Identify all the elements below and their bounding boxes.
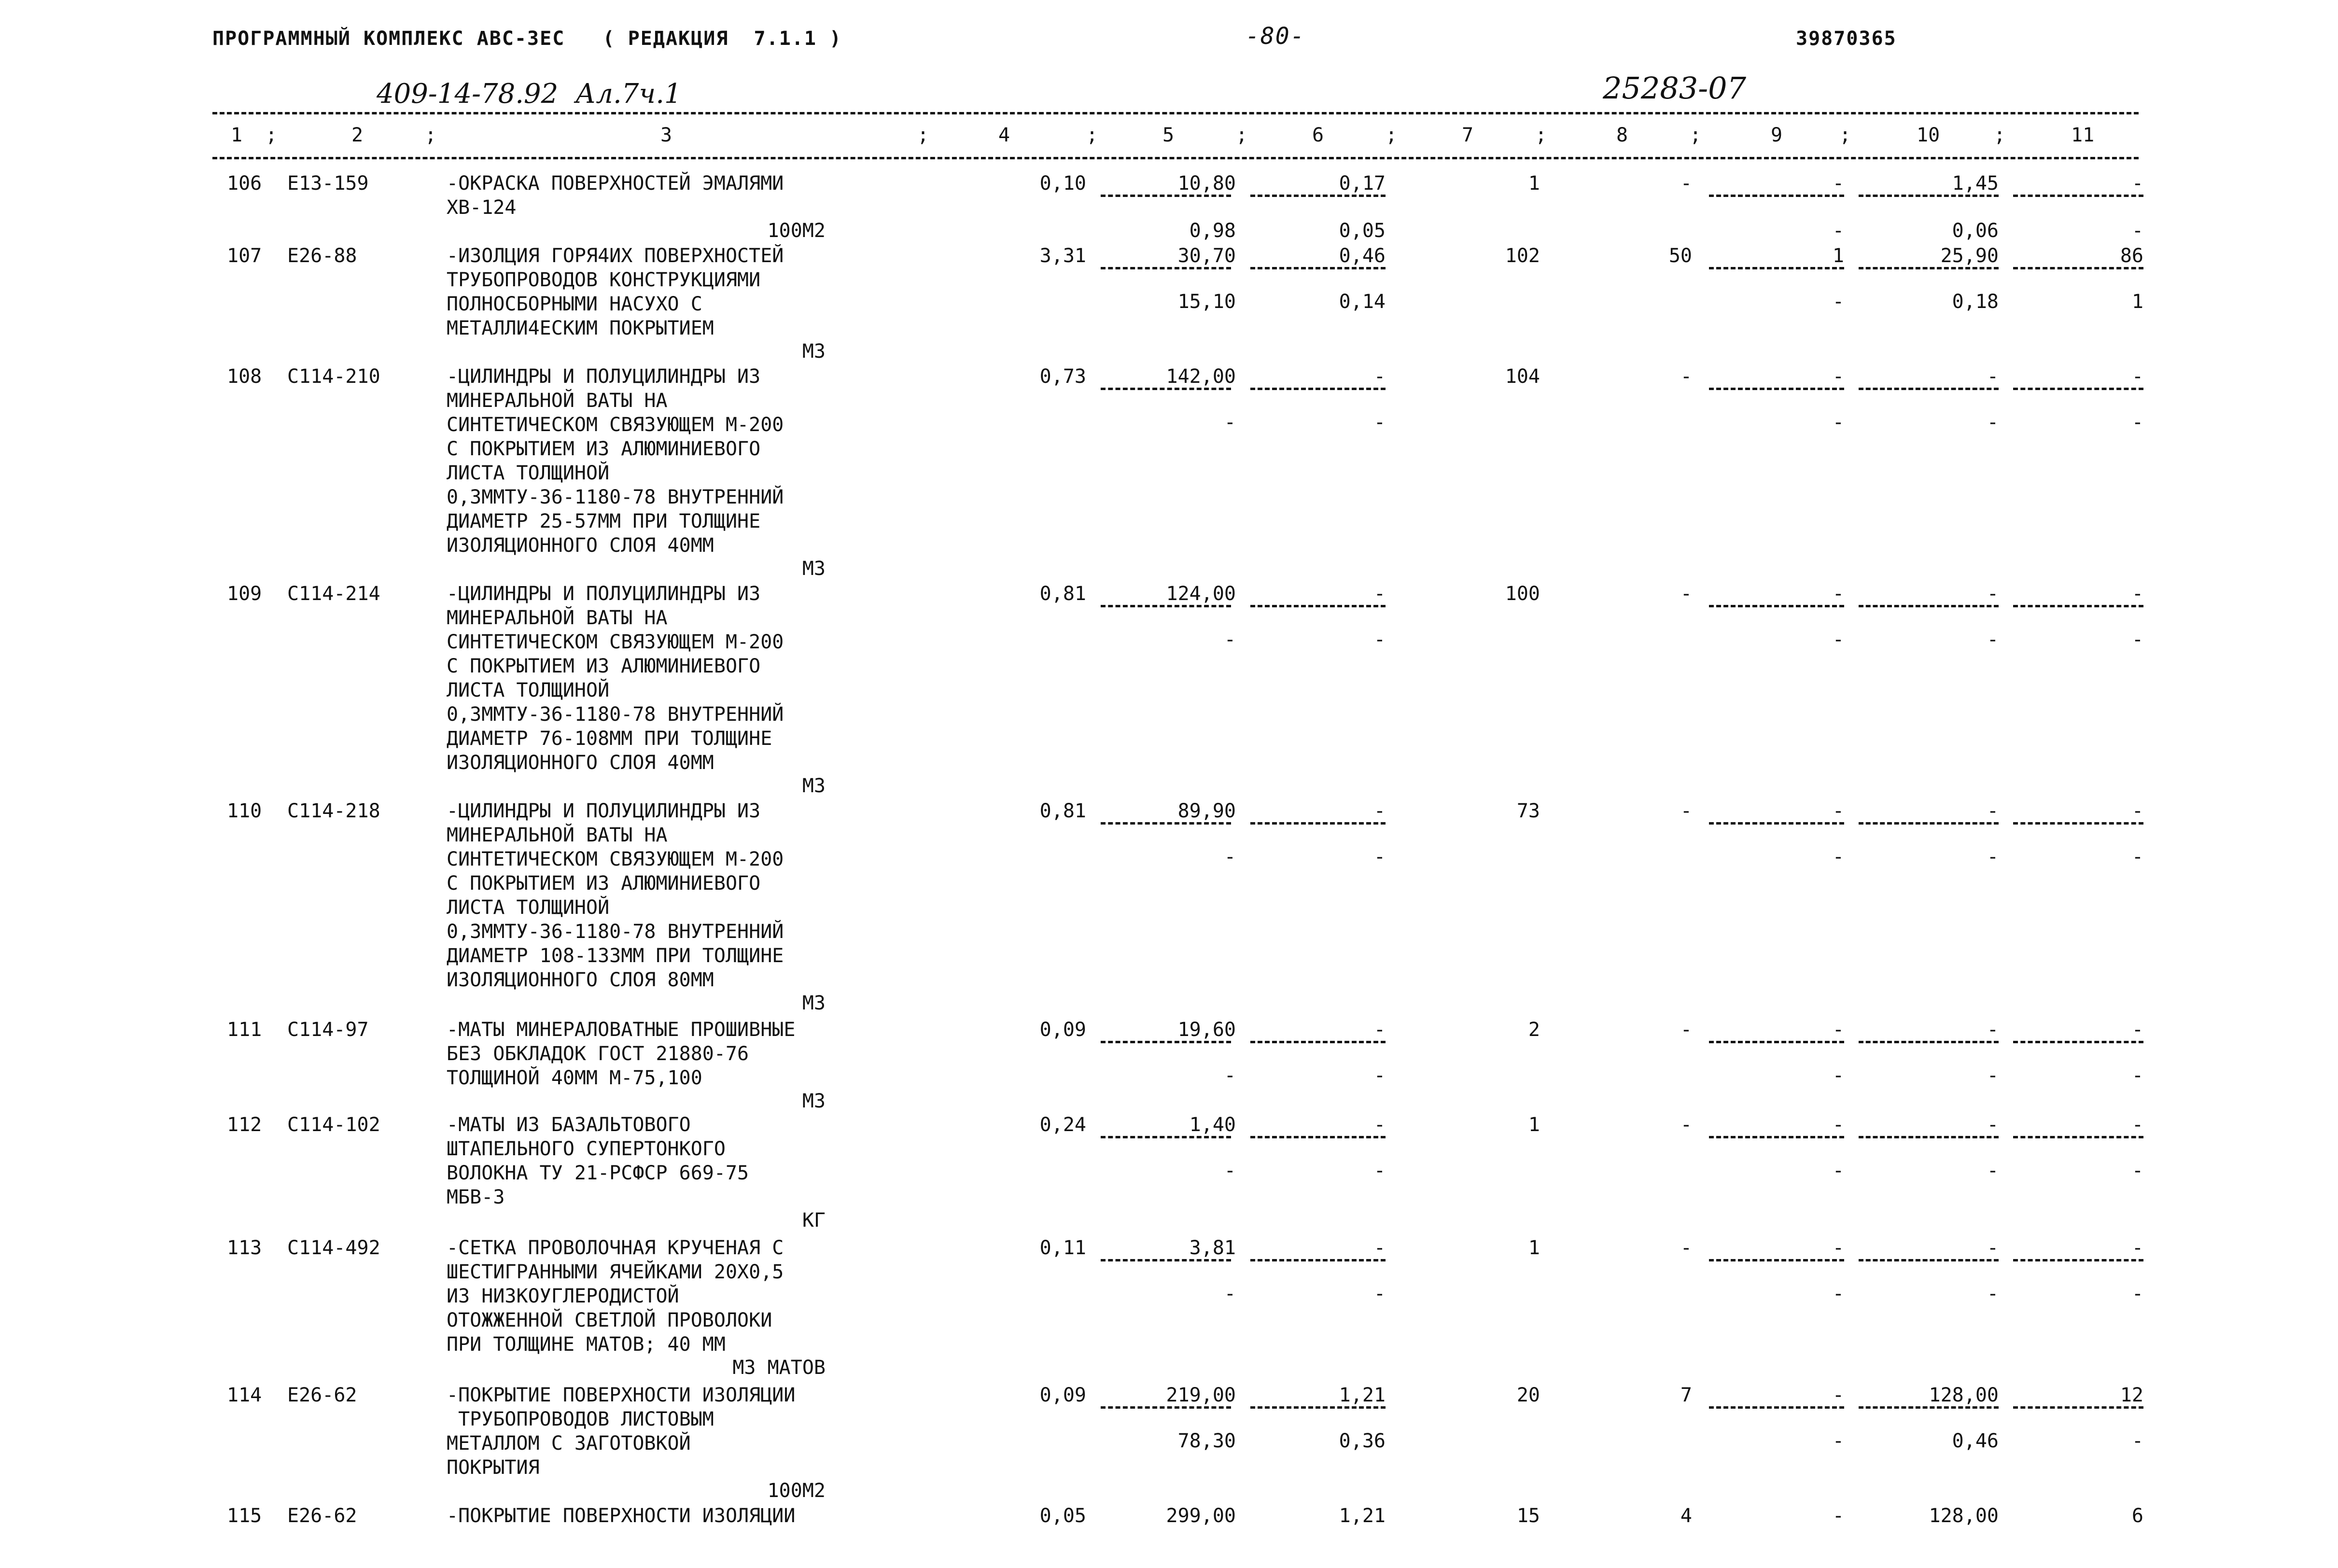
value-col6: 1,21 — [1339, 1505, 1386, 1527]
value-col9-sub: - — [1832, 1160, 1844, 1182]
value-col6: - — [1373, 1237, 1386, 1259]
underline-col10 — [1859, 1406, 1999, 1409]
row-description-line: -ЦИЛИНДРЫ И ПОЛУЦИЛИНДРЫ ИЗ — [447, 583, 761, 605]
row-description-line: ПОЛНОСБОРНЫМИ НАСУХО С — [447, 293, 702, 315]
value-col9: - — [1832, 1237, 1844, 1259]
underline-col11 — [2013, 822, 2143, 825]
value-col5-sub: 78,30 — [1177, 1430, 1236, 1452]
column-header-7: 7 — [1461, 124, 1474, 146]
underline-col5 — [1101, 267, 1231, 269]
row-description-line: ВОЛОКНА ТУ 21-РСФСР 669-75 — [447, 1162, 749, 1184]
underline-col9 — [1709, 1136, 1844, 1138]
row-description-line: МЕТАЛЛОМ С ЗАГОТОВКОЙ — [447, 1432, 691, 1455]
value-col6-sub: 0,14 — [1339, 291, 1386, 313]
value-col6-sub: - — [1373, 1064, 1386, 1087]
value-col6: 0,17 — [1339, 172, 1386, 195]
value-col10-sub: 0,06 — [1952, 220, 1999, 242]
column-header-5: 5 — [1162, 124, 1175, 146]
row-number: 108 — [227, 365, 262, 388]
value-col5: 19,60 — [1177, 1019, 1236, 1041]
underline-col9 — [1709, 1259, 1844, 1261]
value-col10: - — [1987, 583, 1999, 605]
row-description-line: БЕЗ ОБКЛАДОК ГОСТ 21880-76 — [447, 1043, 749, 1065]
row-unit: 100М2 — [767, 1480, 826, 1502]
value-col6-sub: - — [1373, 1283, 1386, 1305]
value-col10: 128,00 — [1929, 1384, 1999, 1406]
value-col10: - — [1987, 1019, 1999, 1041]
underline-col11 — [2013, 1259, 2143, 1261]
underline-col10 — [1859, 267, 1999, 269]
row-description-line: ТОЛЩИНОЙ 40ММ М-75,100 — [447, 1067, 702, 1089]
value-col6: - — [1373, 1019, 1386, 1041]
value-col9-sub: - — [1832, 846, 1844, 868]
row-description-line: ОТОЖЖЕННОЙ СВЕТЛОЙ ПРОВОЛОКИ — [447, 1309, 772, 1331]
value-col11-sub: - — [2131, 1430, 2143, 1452]
underline-col11 — [2013, 1136, 2143, 1138]
row-code: Е26-62 — [287, 1505, 357, 1527]
row-description-line: ШТАПЕЛЬНОГО СУПЕРТОНКОГО — [447, 1138, 726, 1160]
document-code: 39870365 — [1796, 28, 1897, 50]
value-col10: 128,00 — [1929, 1505, 1999, 1527]
value-col5-sub: 0,98 — [1189, 220, 1236, 242]
value-col11-sub: - — [2131, 1283, 2143, 1305]
row-code: С114-210 — [287, 365, 380, 388]
row-description-line: -ЦИЛИНДРЫ И ПОЛУЦИЛИНДРЫ ИЗ — [447, 800, 761, 822]
program-title: ПРОГРАММНЫЙ КОМПЛЕКС АВС-3ЕС ( РЕДАКЦИЯ 7.1.1 ) — [212, 28, 842, 50]
value-col4: 0,24 — [1039, 1114, 1086, 1136]
value-col6: - — [1373, 583, 1386, 605]
underline-col11 — [2013, 605, 2143, 607]
row-description-line: 0,3ММТУ-36-1180-78 ВНУТРЕННИЙ — [447, 921, 784, 943]
handwritten-project-number: 409-14-78.92 Ал.7ч.1 — [377, 78, 682, 110]
column-header-2: 2 — [351, 124, 364, 146]
value-col5-sub: - — [1224, 1064, 1236, 1087]
value-col6-sub: 0,05 — [1339, 220, 1386, 242]
value-col5: 124,00 — [1166, 583, 1236, 605]
underline-col5 — [1101, 605, 1231, 607]
value-col8: 7 — [1680, 1384, 1692, 1406]
column-header-10: 10 — [1917, 124, 1940, 146]
row-code: Е26-88 — [287, 245, 357, 267]
value-col10: - — [1987, 365, 1999, 388]
underline-col6 — [1250, 605, 1386, 607]
value-col6-sub: - — [1373, 846, 1386, 868]
value-col5-sub: - — [1224, 1283, 1236, 1305]
underline-col10 — [1859, 1259, 1999, 1261]
value-col11: - — [2131, 583, 2143, 605]
row-description-line: ДИАМЕТР 76-108ММ ПРИ ТОЛЩИНЕ — [447, 728, 772, 750]
value-col4: 0,09 — [1039, 1019, 1086, 1041]
value-col10: 1,45 — [1952, 172, 1999, 195]
value-col4: 0,10 — [1039, 172, 1086, 195]
row-code: С114-218 — [287, 800, 380, 822]
value-col4: 0,05 — [1039, 1505, 1086, 1527]
row-unit: М3 — [802, 340, 826, 363]
value-col5-sub: 15,10 — [1177, 291, 1236, 313]
column-header-11: 11 — [2071, 124, 2095, 146]
value-col8: - — [1680, 800, 1692, 822]
value-col9: - — [1832, 1019, 1844, 1041]
value-col9-sub: - — [1832, 1064, 1844, 1087]
value-col6: - — [1373, 365, 1386, 388]
underline-col6 — [1250, 1041, 1386, 1043]
row-description-line: МИНЕРАЛЬНОЙ ВАТЫ НА — [447, 824, 668, 846]
row-description-line: ХВ-124 — [447, 196, 517, 219]
column-separator: ; — [1994, 124, 2006, 146]
row-description-line: 0,3ММТУ-36-1180-78 ВНУТРЕННИЙ — [447, 486, 784, 508]
value-col9: - — [1832, 1384, 1844, 1406]
value-col5: 89,90 — [1177, 800, 1236, 822]
value-col9-sub: - — [1832, 220, 1844, 242]
value-col5-sub: - — [1224, 411, 1236, 434]
row-description-line: МБВ-3 — [447, 1186, 505, 1208]
underline-col9 — [1709, 1406, 1844, 1409]
value-col6-sub: 0,36 — [1339, 1430, 1386, 1452]
underline-col5 — [1101, 195, 1231, 197]
underline-col9 — [1709, 195, 1844, 197]
column-header-1: 1 — [230, 124, 243, 146]
row-description-line: ИЗОЛЯЦИОННОГО СЛОЯ 40ММ — [447, 534, 714, 557]
underline-col11 — [2013, 388, 2143, 390]
row-number: 114 — [227, 1384, 262, 1406]
underline-col6 — [1250, 195, 1386, 197]
value-col11: - — [2131, 172, 2143, 195]
value-col10-sub: - — [1987, 846, 1999, 868]
value-col5: 1,40 — [1189, 1114, 1236, 1136]
row-unit: КГ — [802, 1209, 826, 1232]
value-col4: 0,81 — [1039, 583, 1086, 605]
row-number: 109 — [227, 583, 262, 605]
row-unit: М3 — [802, 558, 826, 580]
row-unit: М3 — [802, 992, 826, 1014]
value-col5-sub: - — [1224, 1160, 1236, 1182]
row-description-line: ИЗ НИЗКОУГЛЕРОДИСТОЙ — [447, 1285, 679, 1307]
row-description-line: ЛИСТА ТОЛЩИНОЙ — [447, 462, 610, 484]
value-col4: 0,81 — [1039, 800, 1086, 822]
row-code: Е13-159 — [287, 172, 369, 195]
value-col4: 0,11 — [1039, 1237, 1086, 1259]
row-number: 110 — [227, 800, 262, 822]
column-header-8: 8 — [1616, 124, 1628, 146]
value-col10: - — [1987, 1237, 1999, 1259]
underline-col10 — [1859, 1136, 1999, 1138]
value-col10-sub: - — [1987, 629, 1999, 651]
row-number: 113 — [227, 1237, 262, 1259]
value-col5-sub: - — [1224, 846, 1236, 868]
handwritten-sheet-number: 25283-07 — [1603, 70, 1747, 106]
row-description-line: ДИАМЕТР 108-133ММ ПРИ ТОЛЩИНЕ — [447, 945, 784, 967]
page-number: -80- — [1246, 23, 1305, 50]
value-col6-sub: - — [1373, 1160, 1386, 1182]
value-col11: - — [2131, 1237, 2143, 1259]
underline-col9 — [1709, 267, 1844, 269]
column-separator: ; — [1386, 124, 1398, 146]
row-unit: М3 — [802, 775, 826, 797]
value-col10-sub: - — [1987, 1064, 1999, 1087]
row-number: 115 — [227, 1505, 262, 1527]
column-header-3: 3 — [660, 124, 672, 146]
value-col7: 1 — [1528, 172, 1540, 195]
row-description-line: 0,3ММТУ-36-1180-78 ВНУТРЕННИЙ — [447, 703, 784, 726]
underline-col10 — [1859, 195, 1999, 197]
value-col7: 102 — [1505, 245, 1540, 267]
value-col9: - — [1832, 1114, 1844, 1136]
row-code: Е26-62 — [287, 1384, 357, 1406]
row-description-line: ПРИ ТОЛЩИНЕ МАТОВ; 40 ММ — [447, 1333, 726, 1356]
value-col10-sub: - — [1987, 411, 1999, 434]
row-number: 111 — [227, 1019, 262, 1041]
value-col8: - — [1680, 1114, 1692, 1136]
row-description-line: МИНЕРАЛЬНОЙ ВАТЫ НА — [447, 390, 668, 412]
header-top-rule — [212, 112, 2139, 114]
row-description-line: С ПОКРЫТИЕМ ИЗ АЛЮМИНИЕВОГО — [447, 655, 761, 677]
value-col11: - — [2131, 1114, 2143, 1136]
value-col9: - — [1832, 583, 1844, 605]
value-col8: 4 — [1680, 1505, 1692, 1527]
value-col5-sub: - — [1224, 629, 1236, 651]
row-description-line: ИЗОЛЯЦИОННОГО СЛОЯ 40ММ — [447, 752, 714, 774]
value-col11-sub: - — [2131, 220, 2143, 242]
row-code: С114-97 — [287, 1019, 369, 1041]
value-col5: 3,81 — [1189, 1237, 1236, 1259]
value-col10-sub: 0,18 — [1952, 291, 1999, 313]
value-col9-sub: - — [1832, 1283, 1844, 1305]
row-unit: М3 МАТОВ — [732, 1357, 826, 1379]
underline-col9 — [1709, 388, 1844, 390]
underline-col5 — [1101, 388, 1231, 390]
value-col8: - — [1680, 365, 1692, 388]
underline-col6 — [1250, 388, 1386, 390]
column-separator: ; — [917, 124, 929, 146]
value-col9-sub: - — [1832, 411, 1844, 434]
row-description-line: СИНТЕТИЧЕСКОМ СВЯЗУЮЩЕМ М-200 — [447, 414, 784, 436]
underline-col6 — [1250, 1259, 1386, 1261]
row-description-line: С ПОКРЫТИЕМ ИЗ АЛЮМИНИЕВОГО — [447, 872, 761, 895]
value-col11: - — [2131, 1019, 2143, 1041]
row-description-line: МЕТАЛЛИ4ЕСКИМ ПОКРЫТИЕМ — [447, 317, 714, 339]
value-col6: - — [1373, 1114, 1386, 1136]
underline-col5 — [1101, 1406, 1231, 1409]
row-description-line: СИНТЕТИЧЕСКОМ СВЯЗУЮЩЕМ М-200 — [447, 631, 784, 653]
value-col8: - — [1680, 1019, 1692, 1041]
underline-col6 — [1250, 1406, 1386, 1409]
value-col7: 104 — [1505, 365, 1540, 388]
row-description-line: -ЦИЛИНДРЫ И ПОЛУЦИЛИНДРЫ ИЗ — [447, 365, 761, 388]
row-description-line: ЛИСТА ТОЛЩИНОЙ — [447, 896, 610, 919]
row-code: С114-492 — [287, 1237, 380, 1259]
column-separator: ; — [1690, 124, 1702, 146]
value-col4: 0,73 — [1039, 365, 1086, 388]
value-col10-sub: - — [1987, 1283, 1999, 1305]
value-col8: 50 — [1668, 245, 1692, 267]
value-col11-sub: - — [2131, 411, 2143, 434]
row-description-line: ШЕСТИГРАННЫМИ ЯЧЕЙКАМИ 20Х0,5 — [447, 1261, 784, 1283]
underline-col10 — [1859, 1041, 1999, 1043]
value-col6: 0,46 — [1339, 245, 1386, 267]
value-col7: 1 — [1528, 1237, 1540, 1259]
value-col4: 3,31 — [1039, 245, 1086, 267]
value-col6: - — [1373, 800, 1386, 822]
value-col7: 1 — [1528, 1114, 1540, 1136]
row-description-line: ПОКРЫТИЯ — [447, 1456, 540, 1479]
value-col11: - — [2131, 800, 2143, 822]
underline-col11 — [2013, 1041, 2143, 1043]
value-col4: 0,09 — [1039, 1384, 1086, 1406]
column-separator: ; — [425, 124, 437, 146]
value-col11-sub: 1 — [2131, 291, 2143, 313]
row-unit: М3 — [802, 1090, 826, 1112]
row-description-line: ЛИСТА ТОЛЩИНОЙ — [447, 679, 610, 701]
value-col9-sub: - — [1832, 1430, 1844, 1452]
value-col5: 10,80 — [1177, 172, 1236, 195]
row-description-line: МИНЕРАЛЬНОЙ ВАТЫ НА — [447, 607, 668, 629]
column-header-6: 6 — [1312, 124, 1324, 146]
value-col8: - — [1680, 1237, 1692, 1259]
value-col11-sub: - — [2131, 1064, 2143, 1087]
value-col5: 30,70 — [1177, 245, 1236, 267]
value-col7: 15 — [1516, 1505, 1540, 1527]
value-col8: - — [1680, 172, 1692, 195]
value-col10: - — [1987, 800, 1999, 822]
row-description-line: ДИАМЕТР 25-57ММ ПРИ ТОЛЩИНЕ — [447, 510, 761, 532]
value-col7: 2 — [1528, 1019, 1540, 1041]
value-col11: 6 — [2131, 1505, 2143, 1527]
column-header-4: 4 — [998, 124, 1010, 146]
underline-col9 — [1709, 1041, 1844, 1043]
row-description-line: -ПОКРЫТИЕ ПОВЕРХНОСТИ ИЗОЛЯЦИИ — [447, 1505, 796, 1527]
value-col11-sub: - — [2131, 629, 2143, 651]
value-col7: 73 — [1516, 800, 1540, 822]
column-header-9: 9 — [1770, 124, 1783, 146]
value-col10: 25,90 — [1940, 245, 1999, 267]
value-col10-sub: 0,46 — [1952, 1430, 1999, 1452]
value-col11-sub: - — [2131, 1160, 2143, 1182]
row-description-line: -МАТЫ ИЗ БАЗАЛЬТОВОГО — [447, 1114, 691, 1136]
row-description-line: СИНТЕТИЧЕСКОМ СВЯЗУЮЩЕМ М-200 — [447, 848, 784, 870]
value-col9: 1 — [1832, 245, 1844, 267]
underline-col11 — [2013, 1406, 2143, 1409]
value-col11-sub: - — [2131, 846, 2143, 868]
value-col9: - — [1832, 1505, 1844, 1527]
row-number: 107 — [227, 245, 262, 267]
value-col6-sub: - — [1373, 629, 1386, 651]
column-separator: ; — [1839, 124, 1851, 146]
row-description-line: ИЗОЛЯЦИОННОГО СЛОЯ 80ММ — [447, 969, 714, 991]
underline-col11 — [2013, 195, 2143, 197]
row-number: 106 — [227, 172, 262, 195]
row-description-line: -МАТЫ МИНЕРАЛОВАТНЫЕ ПРОШИВНЫЕ — [447, 1019, 796, 1041]
row-unit: 100М2 — [767, 220, 826, 242]
header-bottom-rule — [212, 157, 2139, 159]
row-number: 112 — [227, 1114, 262, 1136]
value-col10: - — [1987, 1114, 1999, 1136]
row-description-line: ТРУБОПРОВОДОВ КОНСТРУКЦИЯМИ — [447, 269, 761, 291]
value-col11: 86 — [2120, 245, 2143, 267]
value-col7: 100 — [1505, 583, 1540, 605]
underline-col10 — [1859, 605, 1999, 607]
underline-col6 — [1250, 1136, 1386, 1138]
value-col9-sub: - — [1832, 291, 1844, 313]
value-col7: 20 — [1516, 1384, 1540, 1406]
underline-col6 — [1250, 267, 1386, 269]
value-col9-sub: - — [1832, 629, 1844, 651]
underline-col9 — [1709, 605, 1844, 607]
value-col6: 1,21 — [1339, 1384, 1386, 1406]
underline-col5 — [1101, 1259, 1231, 1261]
column-separator: ; — [1236, 124, 1248, 146]
underline-col5 — [1101, 1041, 1231, 1043]
value-col8: - — [1680, 583, 1692, 605]
value-col10-sub: - — [1987, 1160, 1999, 1182]
row-description-line: ТРУБОПРОВОДОВ ЛИСТОВЫМ — [447, 1408, 714, 1430]
value-col9: - — [1832, 365, 1844, 388]
row-code: С114-214 — [287, 583, 380, 605]
column-separator: ; — [1086, 124, 1098, 146]
row-description-line: -ОКРАСКА ПОВЕРХНОСТЕЙ ЭМАЛЯМИ — [447, 172, 784, 195]
underline-col9 — [1709, 822, 1844, 825]
row-description-line: С ПОКРЫТИЕМ ИЗ АЛЮМИНИЕВОГО — [447, 438, 761, 460]
row-description-line: -ИЗОЛЦИЯ ГОРЯ4ИХ ПОВЕРХНОСТЕЙ — [447, 245, 784, 267]
underline-col5 — [1101, 822, 1231, 825]
underline-col10 — [1859, 388, 1999, 390]
row-description-line: -ПОКРЫТИЕ ПОВЕРХНОСТИ ИЗОЛЯЦИИ — [447, 1384, 796, 1406]
value-col11: 12 — [2120, 1384, 2143, 1406]
value-col5: 299,00 — [1166, 1505, 1236, 1527]
row-description-line: -СЕТКА ПРОВОЛОЧНАЯ КРУЧЕНАЯ С — [447, 1237, 784, 1259]
row-code: С114-102 — [287, 1114, 380, 1136]
value-col9: - — [1832, 172, 1844, 195]
column-separator: ; — [1535, 124, 1547, 146]
value-col11: - — [2131, 365, 2143, 388]
value-col5: 142,00 — [1166, 365, 1236, 388]
value-col9: - — [1832, 800, 1844, 822]
underline-col5 — [1101, 1136, 1231, 1138]
column-separator: ; — [266, 124, 278, 146]
value-col6-sub: - — [1373, 411, 1386, 434]
underline-col6 — [1250, 822, 1386, 825]
underline-col10 — [1859, 822, 1999, 825]
value-col5: 219,00 — [1166, 1384, 1236, 1406]
underline-col11 — [2013, 267, 2143, 269]
